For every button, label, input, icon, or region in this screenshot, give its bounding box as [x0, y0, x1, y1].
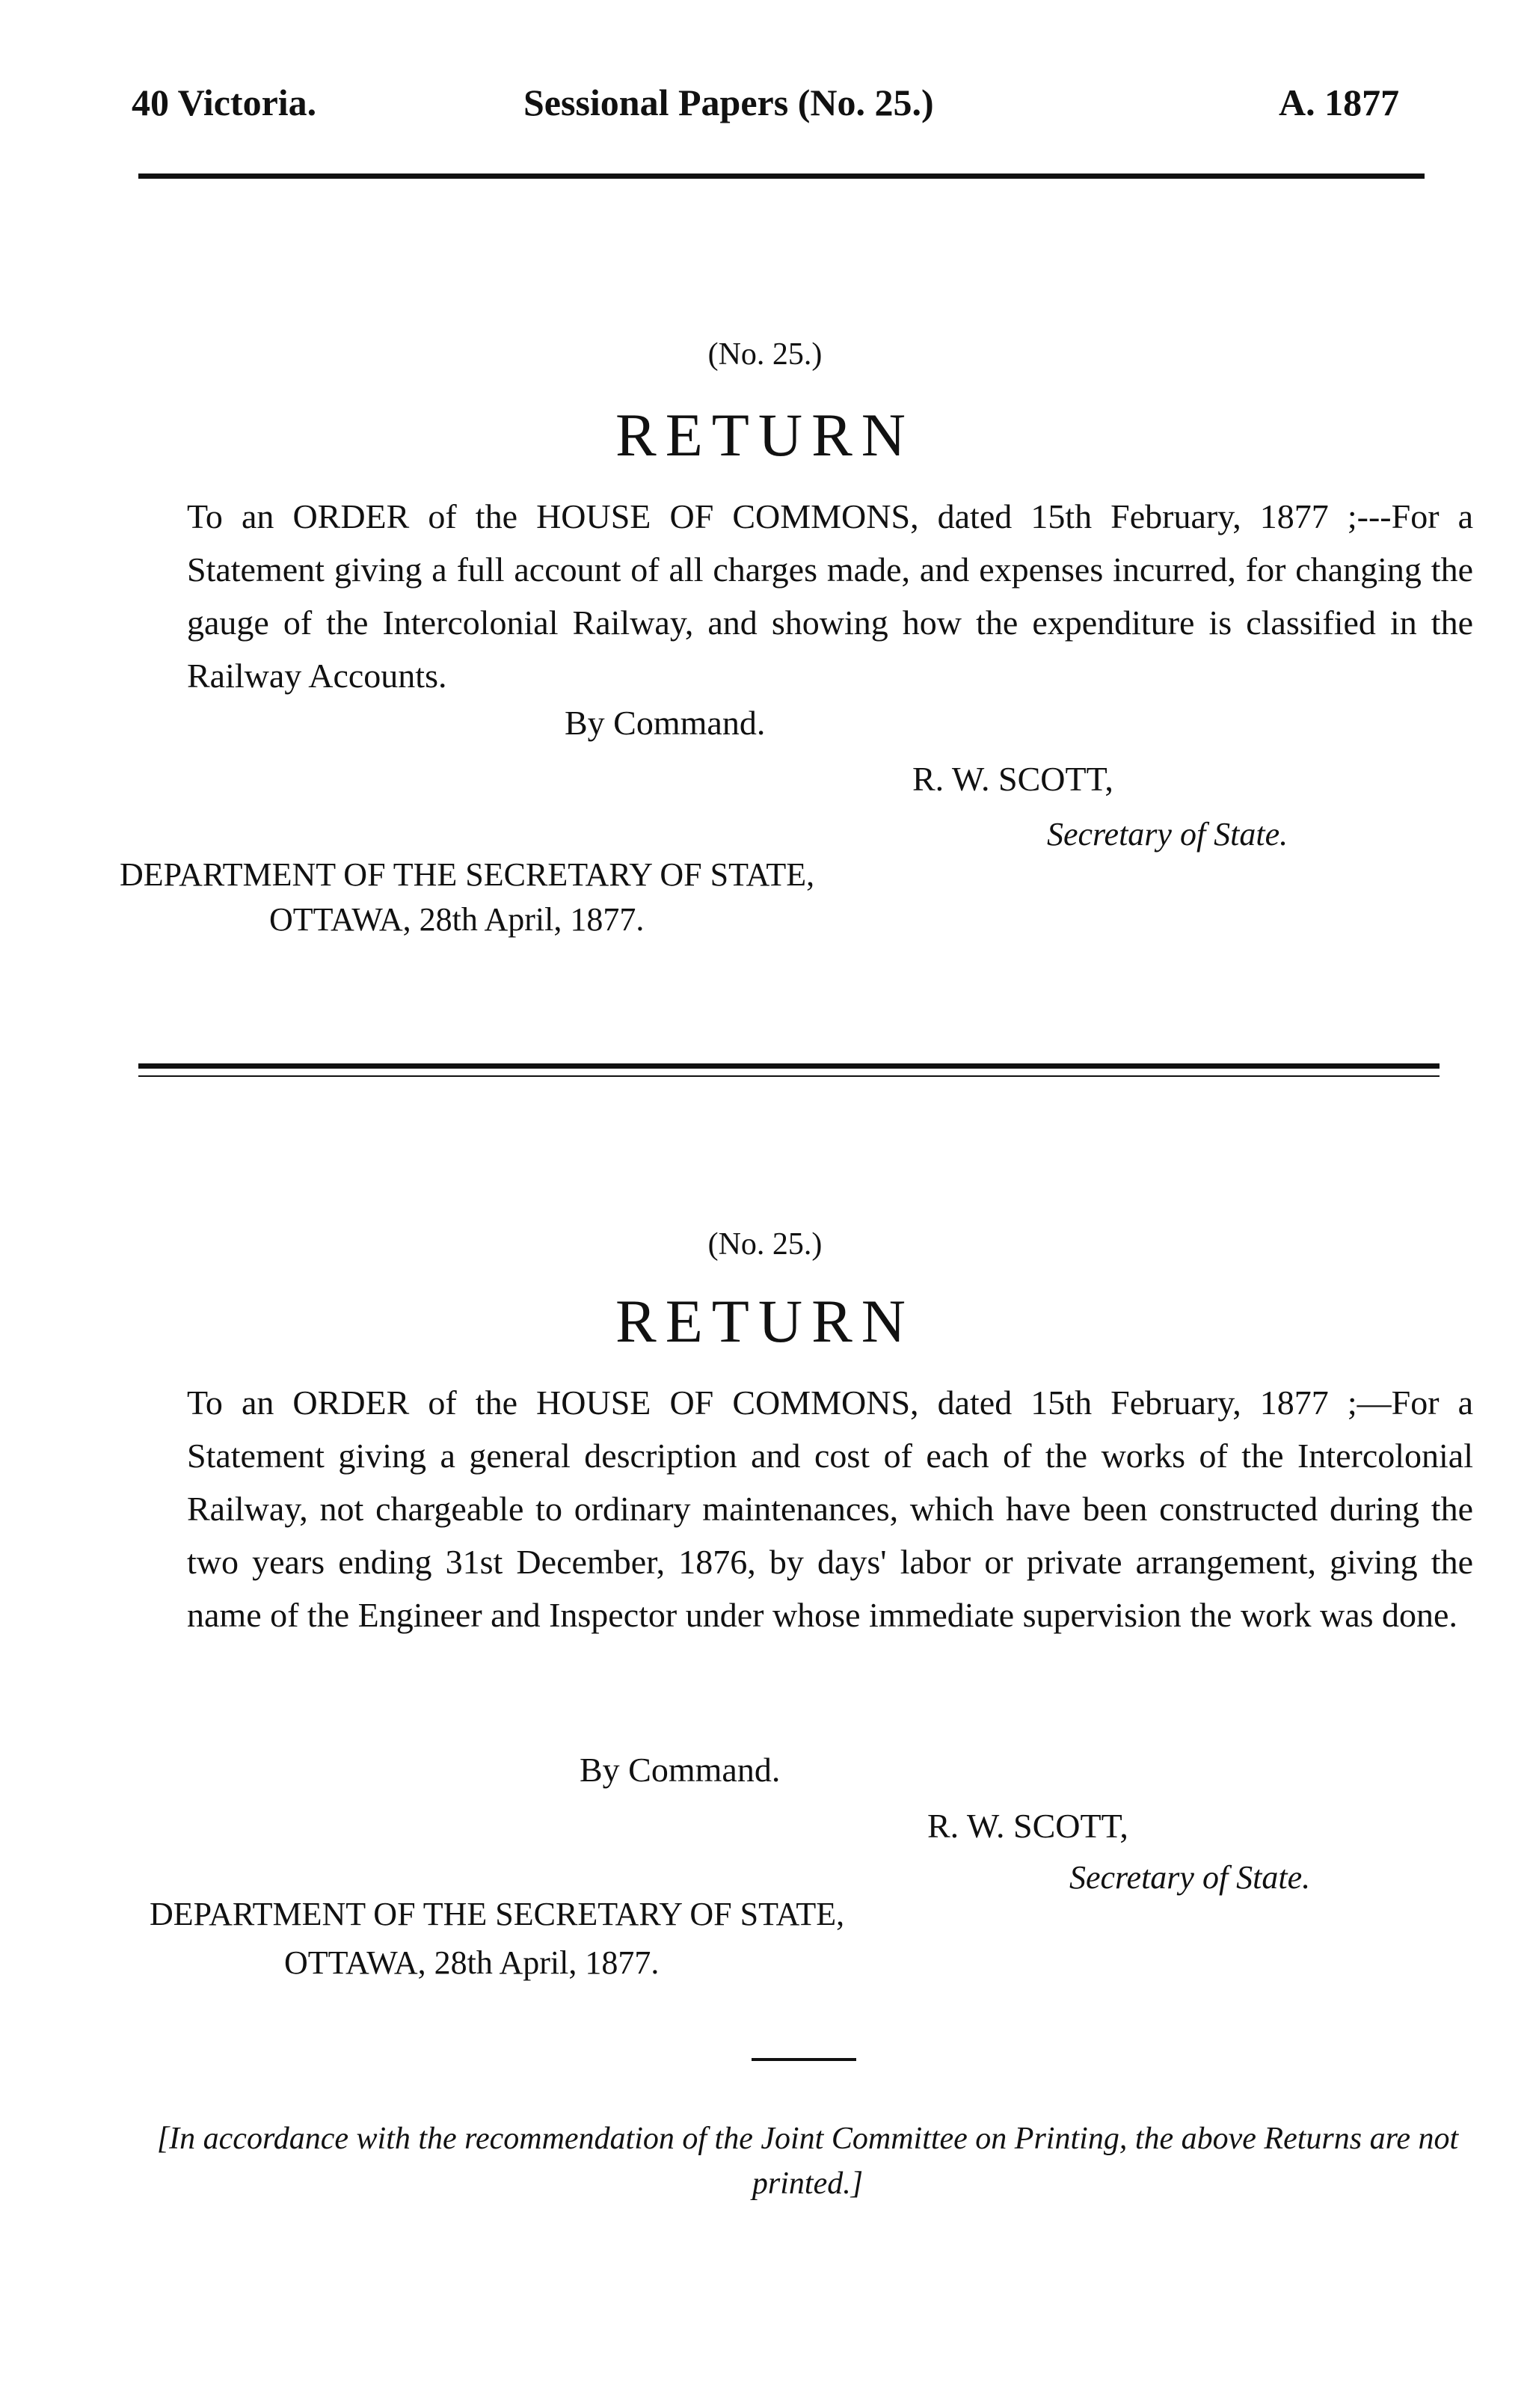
section-separator-rule: [138, 1063, 1440, 1069]
return-2-number: (No. 25.): [707, 1227, 823, 1262]
return-1-title: RETURN: [615, 401, 915, 469]
header-series: Sessional Papers (No. 25.): [523, 82, 934, 123]
return-2-title: RETURN: [615, 1287, 915, 1355]
section-separator-rule-thin: [138, 1075, 1440, 1077]
header-year: A. 1877: [1279, 82, 1400, 123]
return-2-signatory-title: Secretary of State.: [1069, 1859, 1311, 1896]
return-1-by-command: By Command.: [565, 704, 766, 742]
note-rule: [752, 2058, 856, 2061]
header-volume: 40 Victoria.: [132, 82, 317, 123]
header-rule: [138, 173, 1425, 179]
return-2-by-command: By Command.: [580, 1751, 781, 1789]
return-2-department: DEPARTMENT OF THE SECRETARY OF STATE,: [150, 1896, 845, 1932]
printing-note: [In accordance with the recommendation of the Joint Committee on Printing, the above Returns are not printed.]: [156, 2122, 1459, 2201]
return-1-department: DEPARTMENT OF THE SECRETARY OF STATE,: [120, 856, 815, 893]
return-2-body: To an ORDER of the HOUSE OF COMMONS, dated 15th February, 1877 ;—For a Statement giving a general description and cost of each of the works of the Intercolonial Railway, not chargeable to ordinary maintenances, which have been constructed during the two years ending 31st December, 1876, by days' labor or private arrangement, giving the name of the Engineer and Inspector under whose immediate supervision the work was done.: [187, 1383, 1473, 1634]
return-1-signatory: R. W. SCOTT,: [912, 760, 1113, 798]
return-1-signatory-title: Secretary of State.: [1047, 816, 1288, 853]
return-1-number: (No. 25.): [707, 337, 823, 372]
return-1-place-date: OTTAWA, 28th April, 1877.: [269, 901, 645, 938]
return-1-body: To an ORDER of the HOUSE OF COMMONS, dated 15th February, 1877 ;---For a Statement giving a full account of all charges made, and expenses incurred, for changing the gauge of the Intercolonial Railway, and showing how the expenditure is classified in the Railway Accounts.: [187, 497, 1473, 695]
return-2-place-date: OTTAWA, 28th April, 1877.: [284, 1944, 660, 1981]
return-2-signatory: R. W. SCOTT,: [927, 1807, 1128, 1845]
